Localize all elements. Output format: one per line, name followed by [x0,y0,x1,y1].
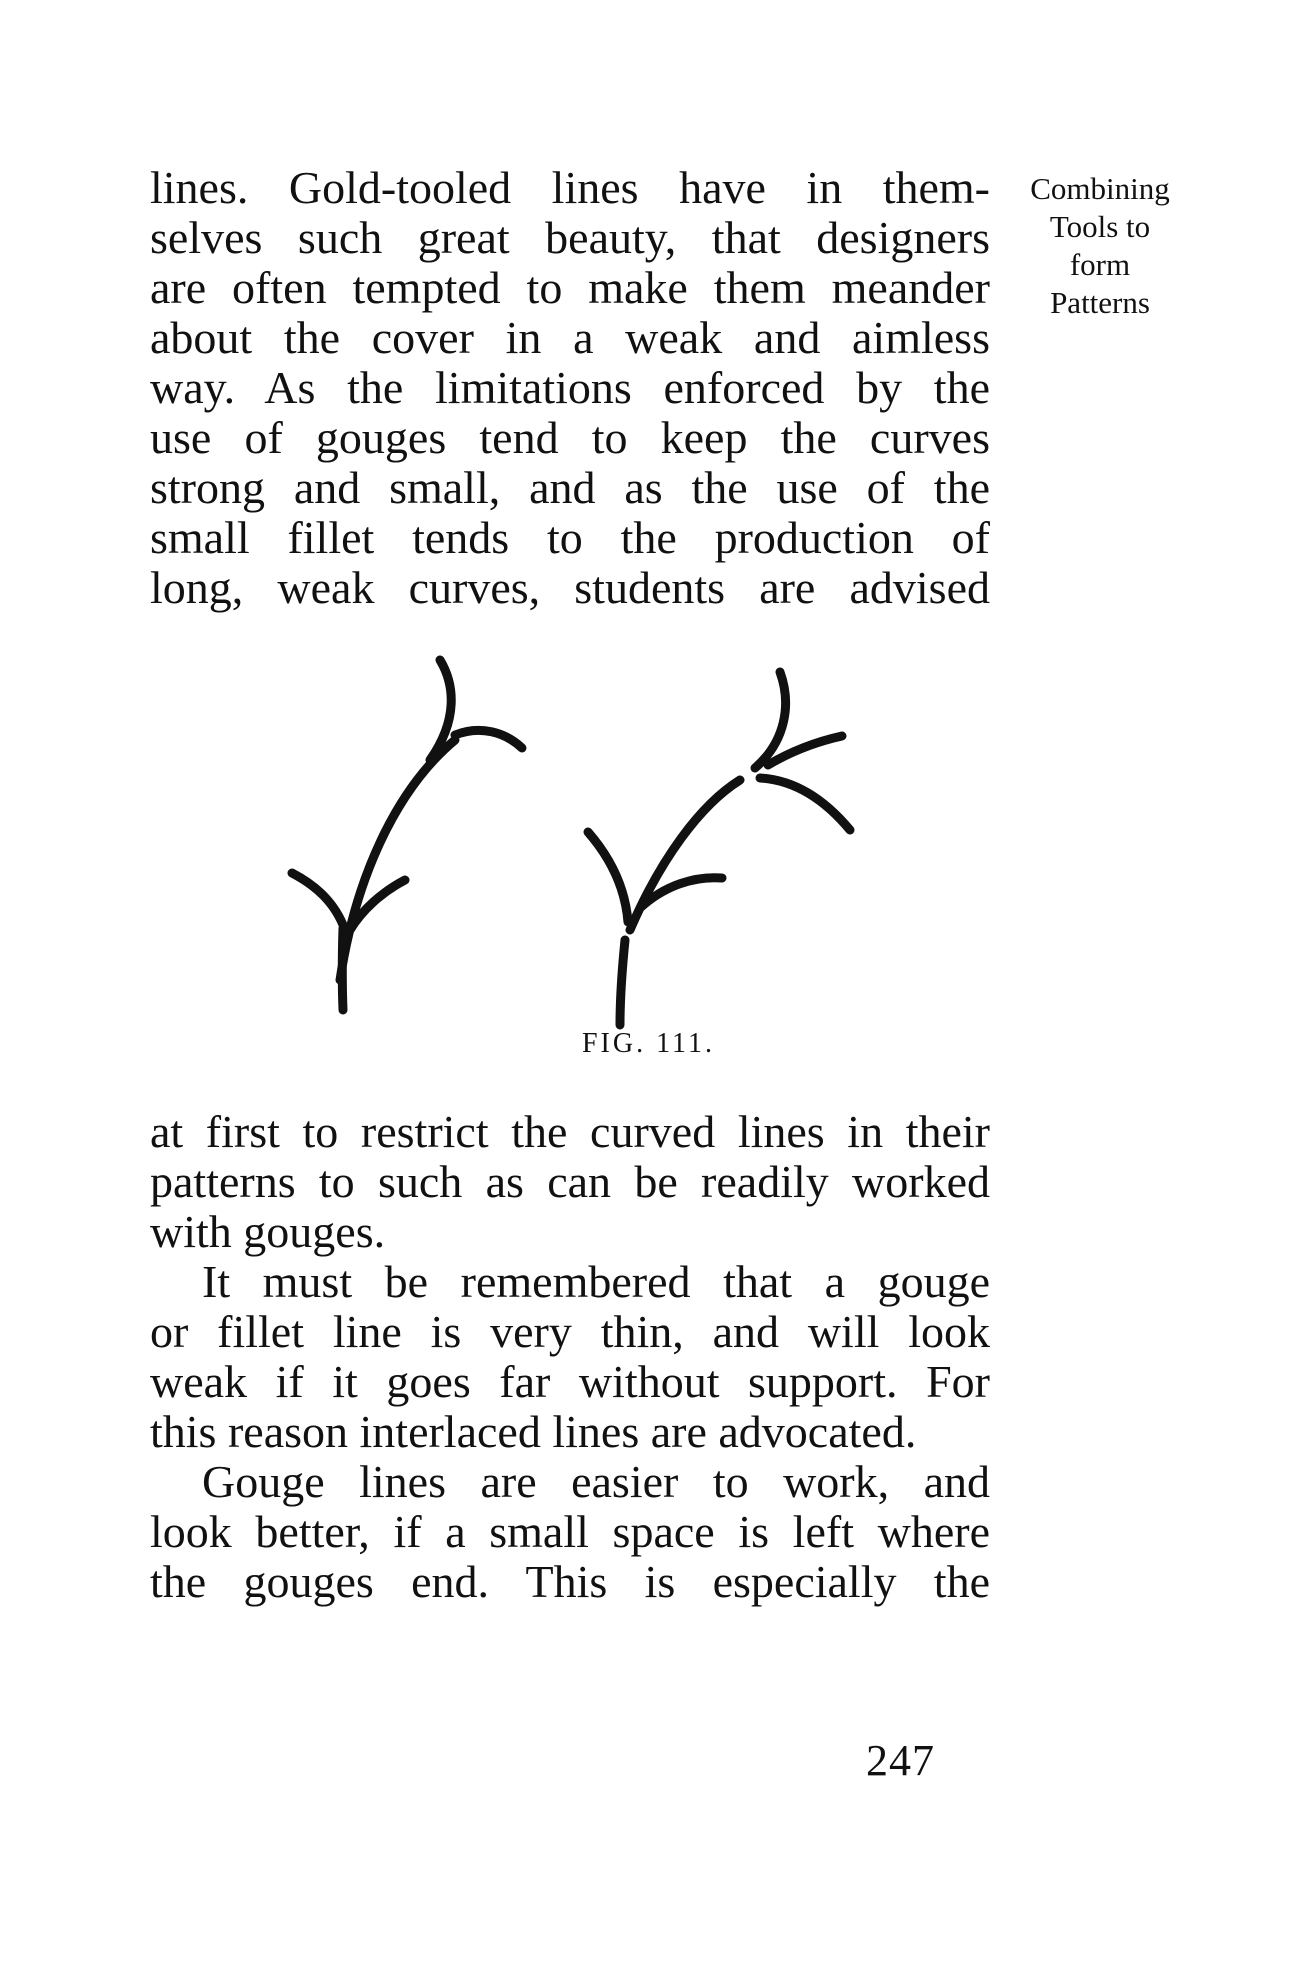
text-line: are often tempted to make them meander [150,262,990,313]
page-number: 247 [866,1736,935,1785]
text-line: patterns to such as can be readily worked [150,1156,990,1207]
text-line: weak if it goes far without support. For [150,1356,990,1407]
gouge-stroke [620,940,625,1025]
gouge-stroke [292,873,345,930]
text-line: strong and small, and as the use of the [150,462,990,513]
paragraph-continued [150,1107,990,1607]
gouge-curves-illustration [0,640,1307,1040]
text-line: the gouges end. This is especially the [150,1556,990,1607]
text-line: with gouges. [150,1206,386,1257]
text-line: small fillet tends to the production of [150,512,990,563]
gouge-stroke [455,730,522,748]
text-line: long, weak curves, students are advised [150,562,990,613]
margin-note-line: Patterns [1050,285,1150,320]
margin-note [1000,170,1200,322]
gouge-stroke [340,740,455,980]
text-line: about the cover in a weak and aimless [150,312,990,363]
text-line: Gouge lines are easier to work, and [202,1456,990,1507]
text-line: at first to restrict the curved lines in their [150,1106,990,1157]
margin-note-line: form [1069,247,1131,282]
text-line: use of gouges tend to keep the curves [150,412,990,463]
text-line: way. As the limitations enforced by the [150,362,990,413]
margin-note-line: Tools to [1049,209,1151,244]
text-line: or fillet line is very thin, and will look [150,1306,990,1357]
gouge-stroke [588,832,628,922]
gouge-stroke [760,778,850,830]
figure-gouge-curves [0,640,1307,1040]
figure-caption: FIG. 111. [581,1028,716,1059]
text-line: lines. Gold-tooled lines have in them- [150,162,990,213]
paragraph-top [150,163,990,613]
text-line: It must be remembered that a gouge [202,1256,990,1307]
margin-note-line: Combining [1030,171,1170,206]
gouge-stroke [342,928,343,1010]
text-line: selves such great beauty, that designers [150,212,990,263]
text-line: this reason interlaced lines are advocated. [150,1406,917,1457]
text-line: look better, if a small space is left where [150,1506,990,1557]
